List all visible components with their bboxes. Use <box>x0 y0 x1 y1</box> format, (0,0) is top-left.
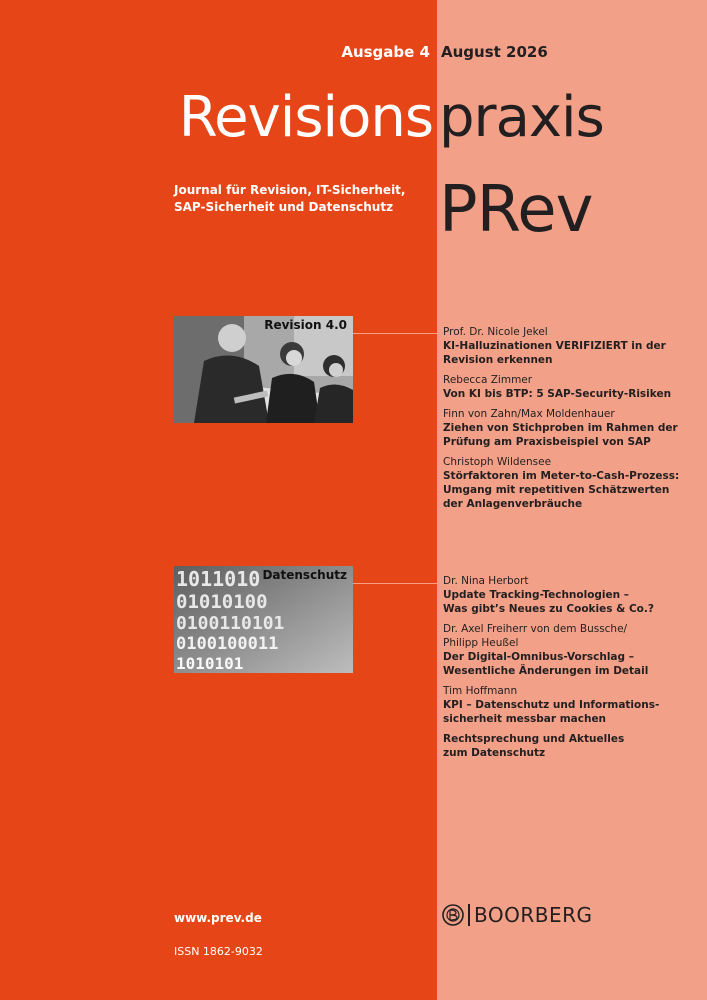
subtitle-line: SAP-Sicherheit und Datenschutz <box>174 200 394 214</box>
article-author <box>443 373 683 387</box>
article-item <box>443 455 683 511</box>
article-list-datenschutz <box>443 574 683 766</box>
subtitle-line: Journal für Revision, IT-Sicherheit, <box>174 183 406 197</box>
title-line: sicherheit messbar machen <box>443 713 607 725</box>
title-line: Umgang mit repetitiven Schätzwerten <box>443 484 670 496</box>
article-author <box>443 455 683 469</box>
article-author <box>443 684 683 698</box>
article-author <box>443 407 683 421</box>
article-title <box>443 387 683 401</box>
publisher-divider <box>468 904 470 926</box>
article-author <box>443 574 683 588</box>
title-line: Wesentliche Änderungen im Detail <box>443 665 649 677</box>
title-line: Was gibt’s Neues zu Cookies & Co.? <box>443 603 654 615</box>
issn-number: ISSN 1862-9032 <box>174 945 263 958</box>
article-title <box>443 732 683 760</box>
binary-row: 0100100011 <box>176 634 279 654</box>
boorberg-emblem-icon <box>441 904 465 926</box>
revision-section-photo <box>174 316 353 423</box>
article-item <box>443 622 683 678</box>
title-line: Ziehen von Stichproben im Rahmen der <box>443 422 678 434</box>
title-line: KI-Halluzinationen VERIFIZIERT in der <box>443 340 666 352</box>
journal-abbreviation: PRev <box>439 173 593 247</box>
title-line: Der Digital-Omnibus-Vorschlag – <box>443 651 634 663</box>
business-meeting-photo-icon <box>174 316 353 423</box>
publisher-name: BOORBERG <box>474 903 593 927</box>
article-item <box>443 732 683 760</box>
binary-row: 1011010 <box>176 567 261 591</box>
article-item <box>443 325 683 367</box>
article-author <box>443 325 683 339</box>
title-line: Update Tracking-Technologien – <box>443 589 630 601</box>
author-line: Tim Hoffmann <box>443 685 518 697</box>
author-line: Finn von Zahn/Max Moldenhauer <box>443 408 615 420</box>
website-link[interactable]: www.prev.de <box>174 911 262 925</box>
title-line: Störfaktoren im Meter-to-Cash-Prozess: <box>443 470 680 482</box>
author-line: Prof. Dr. Nicole Jekel <box>443 326 548 338</box>
journal-subtitle <box>174 182 429 216</box>
author-line: Dr. Nina Herbort <box>443 575 529 587</box>
article-author <box>443 622 683 650</box>
article-title <box>443 698 683 726</box>
issue-number: Ausgabe 4 <box>341 43 430 61</box>
issue-date: August 2026 <box>441 43 548 61</box>
binary-code-photo-icon <box>174 566 353 673</box>
article-title <box>443 421 683 449</box>
section-connector-line <box>353 583 437 584</box>
title-line: Rechtsprechung und Aktuelles <box>443 733 625 745</box>
title-left-part: Revisions <box>178 85 433 150</box>
title-line: KPI – Datenschutz und Informations- <box>443 699 660 711</box>
article-title <box>443 469 683 511</box>
title-right-part: praxis <box>439 85 604 150</box>
article-title <box>443 650 683 678</box>
article-item <box>443 574 683 616</box>
title-line: der Anlagenverbräuche <box>443 498 583 510</box>
section-connector-line <box>353 333 437 334</box>
article-item <box>443 407 683 449</box>
article-list-revision <box>443 325 683 517</box>
article-title <box>443 339 683 367</box>
section-label-datenschutz: Datenschutz <box>262 568 347 582</box>
article-title <box>443 588 683 616</box>
author-line: Rebecca Zimmer <box>443 374 533 386</box>
author-line: Christoph Wildensee <box>443 456 552 468</box>
title-line: zum Datenschutz <box>443 747 546 759</box>
title-line: Revision erkennen <box>443 354 553 366</box>
title-line: Von KI bis BTP: 5 SAP-Security-Risiken <box>443 388 672 400</box>
article-item <box>443 684 683 726</box>
section-label-revision: Revision 4.0 <box>264 318 347 332</box>
binary-row: 01010100 <box>176 591 268 613</box>
title-line: Prüfung am Praxisbeispiel von SAP <box>443 436 651 448</box>
datenschutz-section-photo <box>174 566 353 673</box>
author-line: Dr. Axel Freiherr von dem Bussche/ <box>443 623 628 635</box>
article-item <box>443 373 683 401</box>
binary-row: 1010101 <box>176 654 244 673</box>
binary-row: 0100110101 <box>176 613 285 634</box>
author-line: Philipp Heußel <box>443 637 519 649</box>
